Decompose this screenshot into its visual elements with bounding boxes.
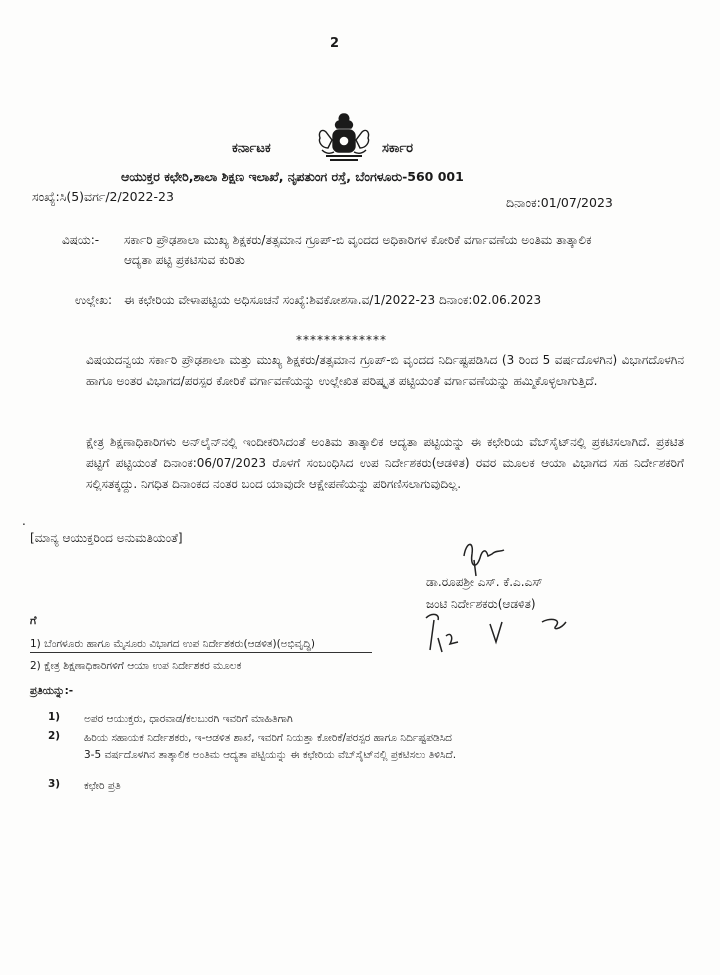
copy-item-text: ಕಛೇರಿ ಪ್ರತಿ	[84, 780, 121, 792]
separator: *************	[296, 333, 387, 347]
subject-label: ವಿಷಯ:-	[62, 233, 100, 247]
body-paragraph-1: ವಿಷಯದನ್ವಯ ಸರ್ಕಾರಿ ಪ್ರೌಢಶಾಲಾ ಮತ್ತು ಮುಖ್ಯ ಶಿಕ್ಷಕರು/ತತ್ಸಮಾನ ಗ್ರೂಪ್-ಬಿ ವೃಂದದ ನಿರ್ದಿಷ್ಟಪಡಿಸಿದ (3 ರಿಂದ 5 ವರ್ಷದೊಳಗಿನ) ವಿಭಾಗದೊಳಗಿನ ಹಾಗೂ ಅಂತರ ವಿಭಾಗದ/ಪರಸ್ಪರ ಕೋರಿಕೆ ವರ್ಗಾವಣೆಯನ್ನು ಉಲ್ಲೇಖಿತ ಪರಿಷ್ಕೃತ ಪಟ್ಟಿಯಂತೆ ವರ್ಗಾವಣೆಯನ್ನು ಹಮ್ಮಿಕೊಳ್ಳಲಾಗುತ್ತಿದೆ.	[86, 353, 684, 388]
copy-item-number: 1)	[48, 711, 61, 723]
reference-number: ಸಂಖ್ಯೆ:ಸಿ(5)ವರ್ಗ/2/2022-23	[32, 189, 174, 204]
reference-text: ಈ ಕಛೇರಿಯ ವೇಳಾಪಟ್ಟಿಯ ಅಧಿಸೂಚನೆ ಸಂಖ್ಯೆ:ಶಿವಕೋಶಸಾ.ವ/1/2022-23 ದಿನಾಂಕ:02.06.2023	[124, 293, 542, 307]
signature-scribble-icon	[456, 536, 526, 578]
copies-label: ಪ್ರತಿಯನ್ನು:-	[30, 685, 74, 697]
recipient-item: 2) ಕ್ಷೇತ್ರ ಶಿಕ್ಷಣಾಧಿಕಾರಿಗಳಿಗೆ ಆಯಾ ಉಪ ನಿರ್ದೇಶಕರ ಮೂಲಕ	[30, 660, 242, 672]
signer-name: ಡಾ.ರೂಪಶ್ರೀ ಎಸ್. ಕೆ.ಎ.ಎಸ್	[426, 575, 543, 589]
reference-label: ಉಲ್ಲೇಖ:	[75, 293, 113, 307]
initials-scribble-icon	[424, 608, 584, 664]
page-number: 2	[330, 36, 340, 51]
signer-designation: ಜಂಟಿ ನಿರ್ದೇಶಕರು(ಆಡಳಿತ)	[426, 597, 536, 611]
karnataka-emblem-icon	[312, 110, 376, 166]
copy-item-text: ಅಪರ ಆಯುಕ್ತರು, ಧಾರವಾಡ/ಕಲಬುರಗಿ ಇವರಿಗೆ ಮಾಹಿತಿಗಾಗಿ	[84, 713, 293, 725]
dot-mark: .	[22, 514, 26, 528]
copy-item-number: 3)	[48, 778, 61, 790]
recipient-item: 1) ಬೆಂಗಳೂರು ಹಾಗೂ ಮೈಸೂರು ವಿಭಾಗದ ಉಪ ನಿರ್ದೇಶಕರು(ಆಡಳಿತ)(ಅಭಿವೃದ್ಧಿ)	[30, 638, 316, 650]
state-name-left: ಕರ್ನಾಟಕ	[232, 141, 271, 156]
copy-item-text: ಹಿರಿಯ ಸಹಾಯಕ ನಿರ್ದೇಶಕರು, ಇ-ಆಡಳಿತ ಶಾಖೆ, ಇವರಿಗೆ ನಿಯತ್ತಾ ಕೋರಿಕೆ/ಪರಸ್ಪರ ಹಾಗೂ ನಿರ್ದಿಷ್ಟಪಡಿಸಿದ 3-5 ವರ್ಷದೊಳಗಿನ ತಾತ್ಕಾಲಿಕ ಅಂತಿಮ ಆದ್ಯತಾ ಪಟ್ಟಿಯನ್ನು ಈ ಕಛೇರಿಯ ವೆಬ್‌ಸೈಟ್‌ನಲ್ಲಿ ಪ್ರಕಟಿಸಲು ತಿಳಿಸಿದೆ.	[84, 732, 457, 761]
permission-note: [ಮಾನ್ಯ ಆಯುಕ್ತರಿಂದ ಅನುಮತಿಯಂತೆ]	[30, 531, 183, 545]
recipients-label: ಗೆ	[30, 614, 37, 627]
document-date: ದಿನಾಂಕ:01/07/2023	[506, 195, 613, 210]
subject-text: ಸರ್ಕಾರಿ ಪ್ರೌಢಶಾಲಾ ಮುಖ್ಯ ಶಿಕ್ಷಕರು/ತತ್ಸಮಾನ ಗ್ರೂಪ್-ಬಿ ವೃಂದದ ಅಧಿಕಾರಿಗಳ ಕೋರಿಕೆ ವರ್ಗಾವಣೆಯ ಅಂತಿಮ ತಾತ್ಕಾಲಿಕ ಆದ್ಯತಾ ಪಟ್ಟಿ ಪ್ರಕಟಿಸುವ ಕುರಿತು	[124, 233, 592, 267]
copy-item-number: 2)	[48, 730, 61, 742]
state-name-right: ಸರ್ಕಾರ	[382, 141, 413, 156]
office-address: ಆಯುಕ್ತರ ಕಛೇರಿ,ಶಾಲಾ ಶಿಕ್ಷಣ ಇಲಾಖೆ, ನೃಪತುಂಗ ರಸ್ತೆ, ಬೆಂಗಳೂರು-560 001	[121, 169, 464, 184]
underline	[30, 652, 372, 653]
body-paragraph-2: ಕ್ಷೇತ್ರ ಶಿಕ್ಷಣಾಧಿಕಾರಿಗಳು ಅನ್‌ಲೈನ್‌ನಲ್ಲಿ ಇಂದೀಕರಿಸಿದಂತೆ ಅಂತಿಮ ತಾತ್ಕಾಲಿಕ ಆದ್ಯತಾ ಪಟ್ಟಿಯನ್ನು ಈ ಕಛೇರಿಯ ವೆಬ್‌ಸೈಟ್‌ನಲ್ಲಿ ಪ್ರಕಟಿಸಲಾಗಿದೆ. ಪ್ರಕಟಿತ ಪಟ್ಟಿಗೆ ಪಟ್ಟಿಯಂತೆ ದಿನಾಂಕ:06/07/2023 ರೊಳಗೆ ಸಂಬಂಧಿಸಿದ ಉಪ ನಿರ್ದೇಶಕರು(ಆಡಳಿತ) ರವರ ಮೂಲಕ ಆಯಾ ವಿಭಾಗದ ಸಹ ನಿರ್ದೇಶಕರಿಗೆ ಸಲ್ಲಿಸತಕ್ಕದ್ದು. ನಿಗಧಿತ ದಿನಾಂಕದ ನಂತರ ಬಂದ ಯಾವುದೇ ಆಕ್ಷೇಪಣೆಯನ್ನು ಪರಿಗಣಿಸಲಾಗುವುದಿಲ್ಲ.	[86, 435, 684, 491]
